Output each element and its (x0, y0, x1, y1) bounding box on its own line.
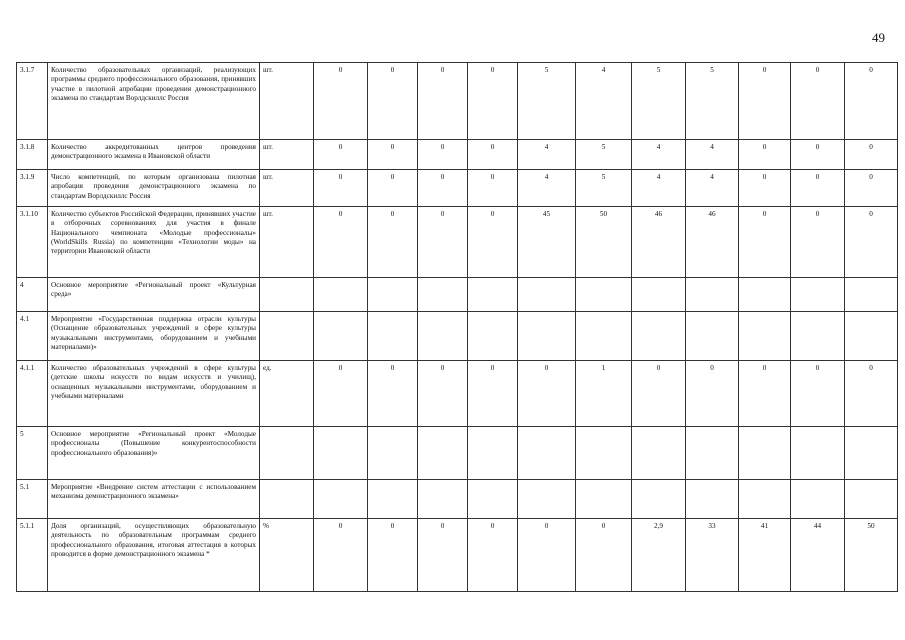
indicator-name: Количество образовательных учреждений в сфере культуры (детские школы искусств по видам искусств и училищ), оснащенных музыкальными инструментами, оборудованием и учебными материалами (48, 361, 260, 427)
value-cell: 5 (576, 170, 632, 207)
value-cell: 4 (518, 140, 576, 170)
value-cell: 0 (518, 361, 576, 427)
value-cell (739, 480, 791, 519)
value-cell: 0 (739, 140, 791, 170)
table-body (17, 63, 898, 592)
value-cell: 0 (518, 519, 576, 592)
value-cell: 0 (468, 140, 518, 170)
row-number: 5 (17, 427, 48, 480)
value-cell (468, 480, 518, 519)
value-cell (845, 427, 898, 480)
value-cell (632, 312, 686, 361)
value-cell: 5 (632, 63, 686, 140)
value-cell: 0 (314, 63, 368, 140)
value-cell (739, 427, 791, 480)
value-cell: 0 (314, 170, 368, 207)
value-cell: 4 (686, 140, 739, 170)
value-cell: 0 (468, 519, 518, 592)
value-cell: 0 (791, 207, 845, 278)
table-row (17, 207, 898, 278)
table-row (17, 519, 898, 592)
row-number: 5.1.1 (17, 519, 48, 592)
value-cell: 44 (791, 519, 845, 592)
table-row (17, 140, 898, 170)
value-cell: 0 (468, 207, 518, 278)
value-cell (314, 480, 368, 519)
value-cell: 4 (576, 63, 632, 140)
value-cell: 46 (632, 207, 686, 278)
value-cell: 0 (314, 519, 368, 592)
unit-cell: шт. (260, 140, 314, 170)
value-cell (686, 312, 739, 361)
value-cell: 2,9 (632, 519, 686, 592)
value-cell: 0 (845, 63, 898, 140)
table-row (17, 361, 898, 427)
row-number: 4 (17, 278, 48, 312)
value-cell: 0 (368, 361, 418, 427)
value-cell (314, 278, 368, 312)
value-cell: 33 (686, 519, 739, 592)
value-cell: 0 (791, 170, 845, 207)
table-row (17, 427, 898, 480)
row-number: 3.1.10 (17, 207, 48, 278)
value-cell: 0 (368, 140, 418, 170)
value-cell (791, 480, 845, 519)
unit-cell (260, 427, 314, 480)
value-cell: 0 (739, 170, 791, 207)
value-cell: 0 (739, 63, 791, 140)
value-cell (576, 278, 632, 312)
value-cell: 0 (368, 207, 418, 278)
value-cell: 0 (686, 361, 739, 427)
unit-cell: % (260, 519, 314, 592)
unit-cell (260, 312, 314, 361)
row-number: 3.1.8 (17, 140, 48, 170)
row-number: 3.1.9 (17, 170, 48, 207)
table-row (17, 480, 898, 519)
value-cell: 0 (791, 63, 845, 140)
value-cell (845, 278, 898, 312)
value-cell: 0 (314, 140, 368, 170)
value-cell: 41 (739, 519, 791, 592)
value-cell: 45 (518, 207, 576, 278)
indicator-name: Количество субъектов Российской Федерации, принявших участие в отборочных соревнованиях для участия в финале Национального чемпионата «Молодые профессионалы» (WorldSkills Russia) по компетенции «Технологии моды» на территории Ивановской области (48, 207, 260, 278)
value-cell: 0 (418, 519, 468, 592)
value-cell: 0 (368, 63, 418, 140)
row-number: 4.1 (17, 312, 48, 361)
value-cell: 5 (576, 140, 632, 170)
unit-cell: шт. (260, 207, 314, 278)
page-number: 49 (872, 30, 885, 45)
value-cell: 0 (791, 140, 845, 170)
value-cell: 0 (418, 207, 468, 278)
value-cell (791, 278, 845, 312)
unit-cell: ед. (260, 361, 314, 427)
value-cell: 0 (314, 361, 368, 427)
value-cell (518, 312, 576, 361)
value-cell: 1 (576, 361, 632, 427)
value-cell (576, 480, 632, 519)
value-cell: 0 (632, 361, 686, 427)
value-cell: 0 (418, 140, 468, 170)
value-cell: 0 (368, 170, 418, 207)
value-cell (418, 312, 468, 361)
indicator-name: Основное мероприятие «Региональный проект «Культурная среда» (48, 278, 260, 312)
value-cell (418, 427, 468, 480)
indicator-name: Количество аккредитованных центров проведения демонстрационного экзамена в Ивановской области (48, 140, 260, 170)
value-cell (368, 427, 418, 480)
value-cell (368, 312, 418, 361)
value-cell (791, 312, 845, 361)
row-number: 5.1 (17, 480, 48, 519)
value-cell: 46 (686, 207, 739, 278)
value-cell (739, 278, 791, 312)
value-cell: 4 (632, 140, 686, 170)
value-cell (576, 427, 632, 480)
value-cell (418, 278, 468, 312)
value-cell: 0 (314, 207, 368, 278)
indicator-name: Мероприятие «Внедрение систем аттестации с использованием механизма демонстрационного экзамена» (48, 480, 260, 519)
unit-cell: шт. (260, 63, 314, 140)
value-cell: 0 (739, 207, 791, 278)
table-row (17, 63, 898, 140)
value-cell (468, 278, 518, 312)
value-cell (576, 312, 632, 361)
value-cell (845, 480, 898, 519)
unit-cell (260, 480, 314, 519)
value-cell: 50 (845, 519, 898, 592)
value-cell (686, 278, 739, 312)
table-row (17, 170, 898, 207)
value-cell: 50 (576, 207, 632, 278)
value-cell (845, 312, 898, 361)
indicator-name: Число компетенций, по которым организована пилотная апробация проведения демонстрационного экзамена по стандартам Ворлдскиллс Россия (48, 170, 260, 207)
value-cell: 0 (368, 519, 418, 592)
value-cell: 0 (845, 361, 898, 427)
table-row (17, 312, 898, 361)
value-cell (314, 312, 368, 361)
value-cell (368, 480, 418, 519)
value-cell: 0 (418, 170, 468, 207)
indicators-table (16, 62, 898, 592)
value-cell: 4 (686, 170, 739, 207)
indicator-name: Количество образовательных организаций, реализующих программы среднего профессионального образования, принявших участие в пилотной апробации проведения демонстрационного экзамена по стандартам Ворлдскиллс Россия (48, 63, 260, 140)
value-cell: 0 (845, 207, 898, 278)
unit-cell (260, 278, 314, 312)
indicator-name: Основное мероприятие «Региональный проект «Молодые профессионалы (Повышение конкурентоспособности профессионального образования)» (48, 427, 260, 480)
value-cell: 5 (686, 63, 739, 140)
value-cell (468, 427, 518, 480)
value-cell (632, 427, 686, 480)
value-cell (368, 278, 418, 312)
value-cell: 4 (632, 170, 686, 207)
row-number: 3.1.7 (17, 63, 48, 140)
value-cell: 0 (468, 63, 518, 140)
row-number: 4.1.1 (17, 361, 48, 427)
table-row (17, 278, 898, 312)
value-cell: 0 (791, 361, 845, 427)
value-cell (518, 480, 576, 519)
value-cell: 0 (845, 140, 898, 170)
value-cell (518, 427, 576, 480)
value-cell (518, 278, 576, 312)
value-cell: 5 (518, 63, 576, 140)
value-cell (314, 427, 368, 480)
value-cell: 0 (468, 170, 518, 207)
value-cell: 0 (418, 361, 468, 427)
value-cell: 0 (739, 361, 791, 427)
value-cell (791, 427, 845, 480)
unit-cell: шт. (260, 170, 314, 207)
value-cell: 4 (518, 170, 576, 207)
value-cell (468, 312, 518, 361)
value-cell (632, 278, 686, 312)
value-cell (632, 480, 686, 519)
value-cell: 0 (468, 361, 518, 427)
value-cell: 0 (845, 170, 898, 207)
value-cell: 0 (576, 519, 632, 592)
value-cell (686, 427, 739, 480)
value-cell (739, 312, 791, 361)
indicator-name: Доля организаций, осуществляющих образовательную деятельность по образовательным программам среднего профессионального образования, итоговая аттестация в которых проводится в форме демонстрационного экзамена * (48, 519, 260, 592)
value-cell (686, 480, 739, 519)
indicator-name: Мероприятие «Государственная поддержка отрасли культуры (Оснащение образовательных учреждений в сфере культуры музыкальными инструментами, оборудованием и учебными материалами)» (48, 312, 260, 361)
value-cell: 0 (418, 63, 468, 140)
value-cell (418, 480, 468, 519)
